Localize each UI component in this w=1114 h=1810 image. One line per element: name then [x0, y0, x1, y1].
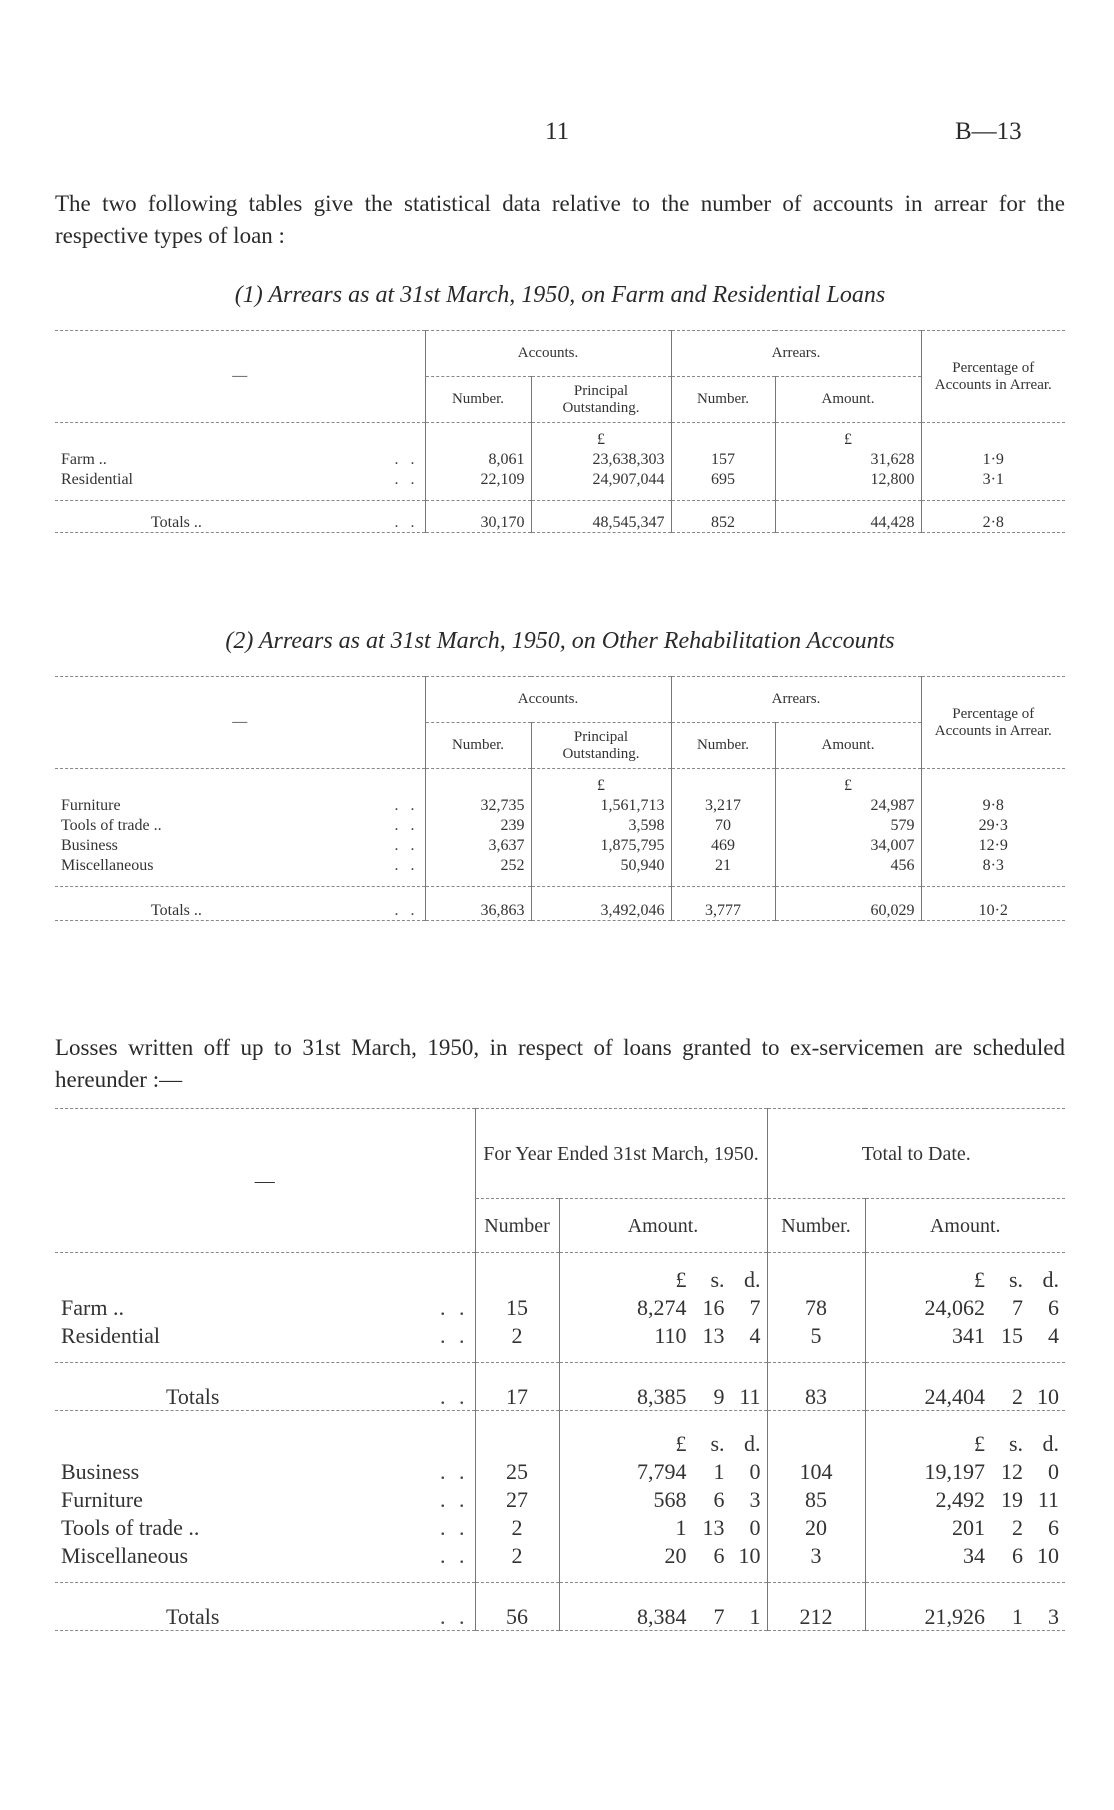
- cell-arr-number: 157: [671, 449, 775, 469]
- row-label: Furniture: [61, 1486, 143, 1512]
- table-row: [55, 795, 1065, 815]
- cell-percent: 29·3: [921, 815, 1065, 835]
- table1-title: (1) Arrears as at 31st March, 1950, on Farm and Residential Loans: [234, 282, 886, 308]
- total-amount: 60,029: [775, 887, 921, 921]
- shillings: 13: [702, 1514, 725, 1540]
- total-total-number: 212: [767, 1583, 865, 1631]
- cell-total-amount: [872, 1515, 1060, 1541]
- leader-dots: . .: [394, 514, 419, 531]
- cell-number: 27: [475, 1485, 559, 1513]
- leader-dots: . .: [394, 836, 419, 854]
- table-row: [55, 469, 1065, 489]
- cell-amount: 34,007: [775, 835, 921, 855]
- losses-group-total: Total to Date.: [767, 1109, 1065, 1199]
- table-row: [55, 449, 1065, 469]
- cell-amount: 12,800: [775, 469, 921, 489]
- cell-percent: 12·9: [921, 835, 1065, 855]
- pence: 3: [1048, 1604, 1059, 1629]
- total-percent: 2·8: [921, 501, 1065, 533]
- cell-principal: 23,638,303: [531, 449, 671, 469]
- cell-total-amount: [872, 1543, 1060, 1569]
- shilling-unit: s.: [1008, 1430, 1023, 1456]
- table-row: [55, 855, 1065, 875]
- pounds: 19,197: [924, 1458, 985, 1484]
- unit-header: [872, 1431, 1060, 1457]
- leader-dots: . .: [440, 1294, 469, 1320]
- leader-dots: . .: [440, 1542, 469, 1568]
- table1-col-arr-number: Number.: [671, 377, 775, 423]
- total-number: 30,170: [425, 501, 531, 533]
- unit-header: [566, 1431, 761, 1457]
- row-label: Farm ..: [61, 450, 107, 468]
- total-principal: 48,545,347: [531, 501, 671, 533]
- pounds: 24,062: [924, 1294, 985, 1320]
- cell-arr-number: 21: [671, 855, 775, 875]
- table2-group-arrears: Arrears.: [671, 677, 921, 723]
- pence: 10: [1037, 1542, 1059, 1568]
- shilling-unit: s.: [710, 1266, 725, 1292]
- total-principal: 3,492,046: [531, 887, 671, 921]
- pence-unit: d.: [744, 1430, 761, 1456]
- pence: 1: [749, 1604, 761, 1629]
- leader-dots: . .: [394, 816, 419, 834]
- pounds: 20: [664, 1542, 687, 1568]
- pence: 10: [738, 1542, 761, 1568]
- row-label: Business: [61, 1458, 140, 1484]
- pence: 6: [1048, 1514, 1059, 1540]
- intro-paragraph: The two following tables give the statistical data relative to the number of accounts in arrear for the respective types of loan :: [55, 191, 1065, 248]
- leader-dots: . .: [394, 856, 419, 874]
- table-row: [55, 1293, 1065, 1321]
- total-amount: [566, 1384, 761, 1410]
- cell-percent: 8·3: [921, 855, 1065, 875]
- table-row: [55, 835, 1065, 855]
- table-row: [55, 1321, 1065, 1349]
- losses-group-year: For Year Ended 31st March, 1950.: [475, 1109, 767, 1199]
- shillings: 9: [713, 1384, 725, 1409]
- table1-stub-header: —: [55, 331, 425, 423]
- cell-number: 252: [425, 855, 531, 875]
- pence: 4: [1048, 1322, 1059, 1348]
- row-label: Farm ..: [61, 1294, 124, 1320]
- pence: 0: [749, 1458, 761, 1484]
- cell-total-number: 104: [767, 1457, 865, 1485]
- shillings: 1: [713, 1458, 725, 1484]
- pound-unit: £: [675, 1266, 687, 1292]
- table2-title: (2) Arrears as at 31st March, 1950, on Other Rehabilitation Accounts: [225, 628, 895, 654]
- table-row: [55, 815, 1065, 835]
- table1-currency-amount: £: [775, 423, 921, 449]
- cell-percent: 9·8: [921, 795, 1065, 815]
- shillings: 19: [1001, 1486, 1023, 1512]
- totals-row: [55, 1583, 1065, 1631]
- pounds: 110: [654, 1322, 687, 1348]
- total-total-amount: [872, 1604, 1060, 1630]
- pound-unit: £: [974, 1430, 985, 1456]
- cell-total-amount: [872, 1323, 1060, 1349]
- total-arr-number: 852: [671, 501, 775, 533]
- pounds: 34: [963, 1542, 985, 1568]
- table1-col-amount: Amount.: [775, 377, 921, 423]
- cell-amount: [566, 1515, 761, 1541]
- cell-number: 2: [475, 1321, 559, 1349]
- pounds: 21,926: [924, 1604, 985, 1629]
- cell-total-amount: [872, 1295, 1060, 1321]
- row-label: Residential: [61, 1322, 160, 1348]
- table-row: [55, 1485, 1065, 1513]
- cell-amount: 579: [775, 815, 921, 835]
- table-row: [55, 1457, 1065, 1485]
- total-amount: 44,428: [775, 501, 921, 533]
- table2-col-number: Number.: [425, 723, 531, 769]
- totals-row: [55, 887, 1065, 921]
- cell-number: 239: [425, 815, 531, 835]
- cell-number: 22,109: [425, 469, 531, 489]
- cell-number: 2: [475, 1513, 559, 1541]
- row-label: Tools of trade ..: [61, 816, 162, 834]
- cell-amount: [566, 1543, 761, 1569]
- shillings: 2: [1012, 1514, 1023, 1540]
- shilling-unit: s.: [710, 1430, 725, 1456]
- cell-number: 15: [475, 1293, 559, 1321]
- row-label: Tools of trade ..: [61, 1514, 200, 1540]
- table2-group-accounts: Accounts.: [425, 677, 671, 723]
- cell-total-number: 85: [767, 1485, 865, 1513]
- pounds: 1: [675, 1514, 687, 1540]
- shillings: 6: [1012, 1542, 1023, 1568]
- shillings: 6: [713, 1542, 725, 1568]
- pounds: 201: [952, 1514, 985, 1540]
- table1-group-accounts: Accounts.: [425, 331, 671, 377]
- cell-principal: 24,907,044: [531, 469, 671, 489]
- table2-stub-header: —: [55, 677, 425, 769]
- totals-label: Totals: [166, 1384, 220, 1409]
- cell-amount: 456: [775, 855, 921, 875]
- leader-dots: . .: [394, 450, 419, 468]
- table-row: [55, 1513, 1065, 1541]
- unit-header: [566, 1267, 761, 1293]
- cell-amount: [566, 1323, 761, 1349]
- cell-number: 8,061: [425, 449, 531, 469]
- pounds: 341: [952, 1322, 985, 1348]
- page-reference: B—13: [955, 118, 1022, 145]
- leader-dots: . .: [394, 796, 419, 814]
- shillings: 15: [1001, 1322, 1023, 1348]
- pence: 6: [1048, 1294, 1059, 1320]
- cell-amount: 31,628: [775, 449, 921, 469]
- cell-principal: 50,940: [531, 855, 671, 875]
- row-label: Residential: [61, 470, 133, 488]
- shillings: 6: [713, 1486, 725, 1512]
- totals-label: Totals ..: [151, 902, 202, 919]
- pounds: 24,404: [924, 1384, 985, 1409]
- leader-dots: . .: [440, 1514, 469, 1540]
- losses-col-number: Number: [475, 1199, 559, 1253]
- losses-table: [55, 1108, 1065, 1631]
- cell-number: 3,637: [425, 835, 531, 855]
- cell-number: 32,735: [425, 795, 531, 815]
- table-row: [55, 1541, 1065, 1569]
- cell-amount: [566, 1487, 761, 1513]
- pence-unit: d.: [1042, 1266, 1059, 1292]
- cell-amount: 24,987: [775, 795, 921, 815]
- pounds: 8,385: [637, 1384, 687, 1409]
- pence: 11: [739, 1384, 761, 1409]
- cell-total-number: 5: [767, 1321, 865, 1349]
- table1-group-arrears: Arrears.: [671, 331, 921, 377]
- totals-row: [55, 1363, 1065, 1411]
- cell-principal: 1,561,713: [531, 795, 671, 815]
- cell-total-amount: [872, 1459, 1060, 1485]
- pence: 4: [749, 1322, 761, 1348]
- shilling-unit: s.: [1008, 1266, 1023, 1292]
- pound-unit: £: [974, 1266, 985, 1292]
- row-label: Miscellaneous: [61, 856, 154, 874]
- pounds: 2,492: [935, 1486, 985, 1512]
- leader-dots: . .: [394, 470, 419, 488]
- table2: [55, 676, 1065, 921]
- total-arr-number: 3,777: [671, 887, 775, 921]
- cell-amount: [566, 1459, 761, 1485]
- table2-col-arr-number: Number.: [671, 723, 775, 769]
- pence: 0: [749, 1514, 761, 1540]
- total-number: 56: [475, 1583, 559, 1631]
- cell-total-amount: [872, 1487, 1060, 1513]
- table1-col-percent: Percentage of Accounts in Arrear.: [921, 331, 1065, 423]
- cell-arr-number: 3,217: [671, 795, 775, 815]
- losses-stub-header: —: [55, 1109, 475, 1253]
- shillings: 12: [1001, 1458, 1023, 1484]
- table2-col-principal: Principal Outstanding.: [531, 723, 671, 769]
- total-total-number: 83: [767, 1363, 865, 1411]
- cell-total-number: 78: [767, 1293, 865, 1321]
- shillings: 16: [702, 1294, 725, 1320]
- table2-col-amount: Amount.: [775, 723, 921, 769]
- leader-dots: . .: [440, 1604, 469, 1629]
- unit-header: [872, 1267, 1060, 1293]
- total-amount: [566, 1604, 761, 1630]
- table1-col-number: Number.: [425, 377, 531, 423]
- losses-col-total-amount: Amount.: [865, 1199, 1065, 1253]
- cell-amount: [566, 1295, 761, 1321]
- leader-dots: . .: [440, 1322, 469, 1348]
- leader-dots: . .: [394, 902, 419, 919]
- table2-col-percent: Percentage of Accounts in Arrear.: [921, 677, 1065, 769]
- row-label: Furniture: [61, 796, 121, 814]
- cell-arr-number: 469: [671, 835, 775, 855]
- losses-paragraph: Losses written off up to 31st March, 1950, in respect of loans granted to ex-servicemen are scheduled hereunder :—: [55, 1035, 1065, 1092]
- pence: 11: [1037, 1486, 1059, 1512]
- total-percent: 10·2: [921, 887, 1065, 921]
- losses-col-amount: Amount.: [559, 1199, 767, 1253]
- cell-percent: 1·9: [921, 449, 1065, 469]
- pence-unit: d.: [1042, 1430, 1059, 1456]
- row-label: Business: [61, 836, 118, 854]
- table2-currency-principal: £: [531, 769, 671, 795]
- shillings: 2: [1012, 1384, 1023, 1409]
- cell-number: 25: [475, 1457, 559, 1485]
- cell-principal: 1,875,795: [531, 835, 671, 855]
- page-number: 11: [545, 118, 570, 145]
- cell-number: 2: [475, 1541, 559, 1569]
- cell-arr-number: 695: [671, 469, 775, 489]
- pound-unit: £: [675, 1430, 687, 1456]
- leader-dots: . .: [440, 1384, 469, 1409]
- leader-dots: . .: [440, 1458, 469, 1484]
- table1-currency-principal: £: [531, 423, 671, 449]
- totals-row: [55, 501, 1065, 533]
- cell-total-number: 3: [767, 1541, 865, 1569]
- pounds: 7,794: [637, 1458, 687, 1484]
- totals-label: Totals: [166, 1604, 220, 1629]
- pence-unit: d.: [744, 1266, 761, 1292]
- shillings: 7: [713, 1604, 725, 1629]
- pence: 3: [749, 1486, 761, 1512]
- total-number: 17: [475, 1363, 559, 1411]
- losses-col-total-number: Number.: [767, 1199, 865, 1253]
- total-number: 36,863: [425, 887, 531, 921]
- pence: 0: [1048, 1458, 1059, 1484]
- table1: [55, 330, 1065, 533]
- pence: 7: [749, 1294, 761, 1320]
- pounds: 8,384: [637, 1604, 687, 1629]
- totals-label: Totals ..: [151, 514, 202, 531]
- row-label: Miscellaneous: [61, 1542, 189, 1568]
- leader-dots: . .: [440, 1486, 469, 1512]
- cell-total-number: 20: [767, 1513, 865, 1541]
- pounds: 568: [653, 1486, 687, 1512]
- pounds: 8,274: [637, 1294, 687, 1320]
- cell-principal: 3,598: [531, 815, 671, 835]
- shillings: 13: [702, 1322, 725, 1348]
- pence: 10: [1037, 1384, 1059, 1409]
- cell-arr-number: 70: [671, 815, 775, 835]
- cell-percent: 3·1: [921, 469, 1065, 489]
- shillings: 1: [1012, 1604, 1023, 1629]
- shillings: 7: [1012, 1294, 1023, 1320]
- total-total-amount: [872, 1384, 1060, 1410]
- table2-currency-amount: £: [775, 769, 921, 795]
- table1-col-principal: Principal Outstanding.: [531, 377, 671, 423]
